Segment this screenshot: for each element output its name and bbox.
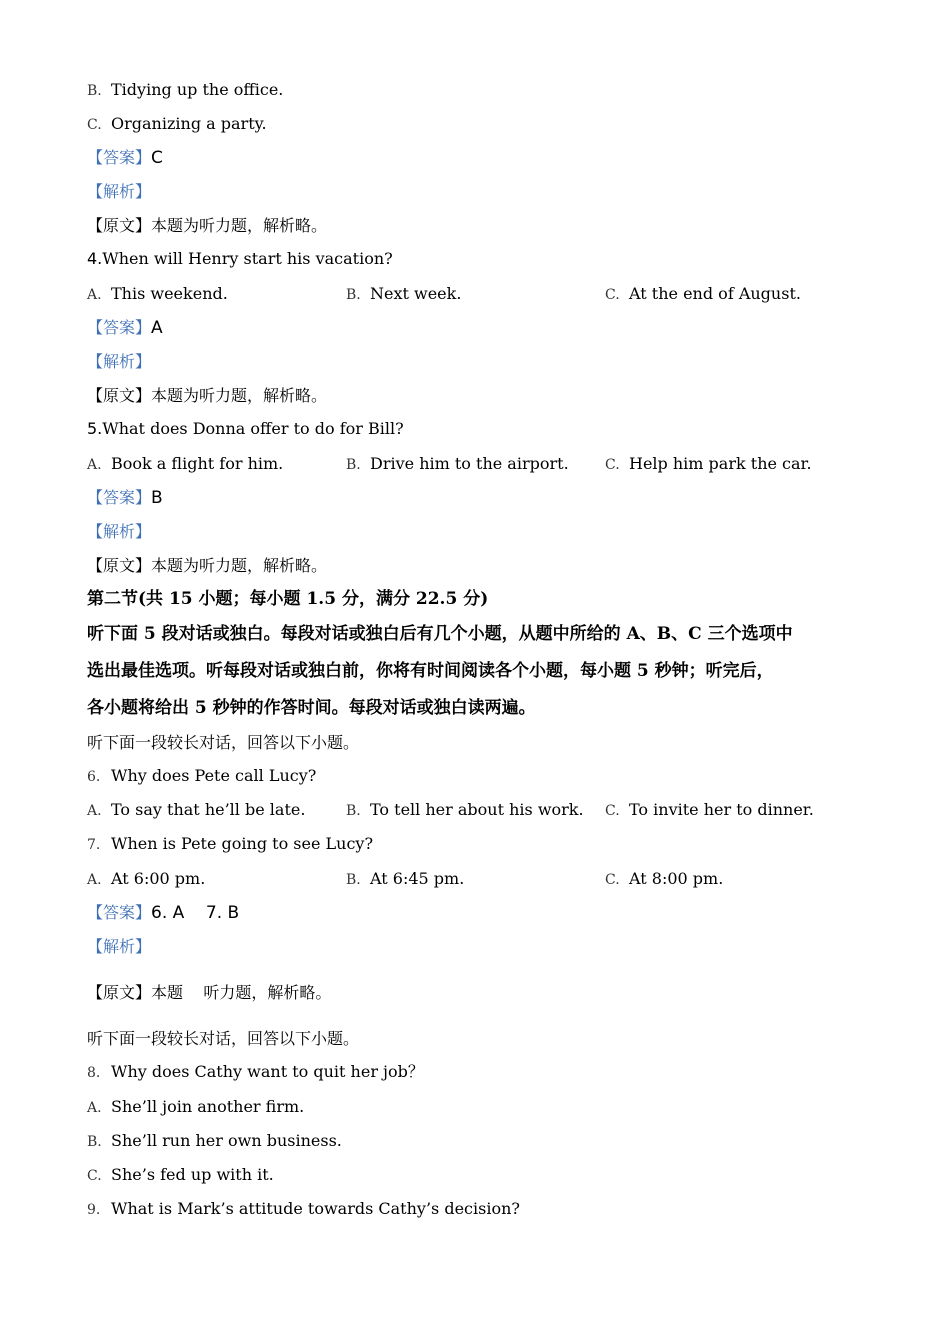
- question-text: What does Donna offer to do for Bill?: [102, 419, 404, 438]
- answer-value: B: [151, 488, 163, 508]
- question-text: What is Mark’s attitude towards Cathy’s decision?: [111, 1199, 520, 1218]
- option-text: At 6:00 pm.: [111, 869, 206, 888]
- question-number: 6.: [87, 769, 101, 785]
- option-text: Tidying up the office.: [111, 80, 284, 99]
- option-text: Drive him to the airport.: [370, 454, 569, 473]
- q8-option-a: [87, 1096, 304, 1119]
- dialog1-answer: [87, 902, 239, 924]
- option-text: At 6:45 pm.: [370, 869, 465, 888]
- option-text: At 8:00 pm.: [629, 869, 724, 888]
- option-label: B.: [346, 872, 361, 888]
- option-label: A.: [87, 457, 102, 473]
- q3-original: 【原文】本题为听力题，解析略。: [87, 216, 328, 235]
- q5-answer: [87, 487, 163, 509]
- option-label: B.: [87, 83, 102, 99]
- dialog1-original: 【原文】本题 听力题，解析略。: [87, 983, 332, 1002]
- answer-tag: 【答案】: [87, 318, 152, 337]
- q7-option-b: [346, 868, 464, 891]
- question-text: When is Pete going to see Lucy?: [111, 834, 374, 853]
- q6-option-c: [605, 799, 814, 822]
- option-label: C.: [87, 117, 102, 133]
- question-text: Why does Cathy want to quit her job？: [111, 1062, 424, 1081]
- option-label: C.: [605, 803, 620, 819]
- q6-question: [87, 765, 316, 788]
- option-text: To tell her about his work.: [370, 800, 584, 819]
- option-label: C.: [605, 872, 620, 888]
- section-instructions-line2: 选出最佳选项。听每段对话或独白前，你将有时间阅读各个小题，每小题 5 秒钟；听完后，: [87, 661, 774, 681]
- q3-option-c: [87, 113, 267, 136]
- answer-value: 6. A 7. B: [151, 903, 240, 923]
- question-text: When will Henry start his vacation?: [102, 249, 393, 268]
- q4-option-a: [87, 283, 228, 306]
- q4-original: 【原文】本题为听力题，解析略。: [87, 386, 328, 405]
- q4-answer: [87, 317, 163, 339]
- option-text: She’ll join another firm.: [111, 1097, 305, 1116]
- section-instructions-line1: 听下面 5 段对话或独白。每段对话或独白后有几个小题，从题中所给的 A、B、C 三个选项中: [87, 624, 793, 644]
- option-text: She’ll run her own business.: [111, 1131, 342, 1150]
- q5-analysis-tag: 【解析】: [87, 522, 152, 541]
- question-number: 7.: [87, 837, 101, 853]
- option-text: Next week.: [370, 284, 462, 303]
- section-heading: 第二节(共 15 小题；每小题 1.5 分，满分 22.5 分): [87, 589, 489, 609]
- q6-option-b: [346, 799, 584, 822]
- q5-option-a: [87, 453, 283, 476]
- q5-original: 【原文】本题为听力题，解析略。: [87, 556, 328, 575]
- option-text: Help him park the car.: [629, 454, 812, 473]
- q3-option-b: [87, 79, 283, 102]
- option-label: B.: [346, 803, 361, 819]
- dialog1-intro: 听下面一段较长对话，回答以下小题。: [87, 733, 360, 752]
- question-text: Why does Pete call Lucy?: [111, 766, 317, 785]
- option-text: This weekend.: [111, 284, 228, 303]
- option-label: B.: [87, 1134, 102, 1150]
- answer-tag: 【答案】: [87, 148, 152, 167]
- q3-analysis-tag: 【解析】: [87, 182, 152, 201]
- q7-option-c: [605, 868, 723, 891]
- option-text: To invite her to dinner.: [629, 800, 814, 819]
- answer-value: A: [151, 318, 163, 338]
- q8-question: [87, 1061, 424, 1084]
- option-text: To say that he’ll be late.: [111, 800, 306, 819]
- option-label: C.: [605, 457, 620, 473]
- question-number: 4.: [87, 249, 103, 268]
- dialog1-analysis-tag: 【解析】: [87, 937, 152, 956]
- q8-option-c: [87, 1164, 274, 1187]
- q6-option-a: [87, 799, 305, 822]
- option-label: C.: [87, 1168, 102, 1184]
- q8-option-b: [87, 1130, 342, 1153]
- option-label: B.: [346, 287, 361, 303]
- q7-option-a: [87, 868, 205, 891]
- section-instructions-line3: 各小题将给出 5 秒钟的作答时间。每段对话或独白读两遍。: [87, 698, 536, 718]
- q7-question: [87, 833, 373, 856]
- q5-option-c: [605, 453, 812, 476]
- option-label: A.: [87, 1100, 102, 1116]
- q5-option-b: [346, 453, 569, 476]
- question-number: 8.: [87, 1065, 101, 1081]
- answer-tag: 【答案】: [87, 903, 152, 922]
- q4-analysis-tag: 【解析】: [87, 352, 152, 371]
- dialog2-intro: 听下面一段较长对话，回答以下小题。: [87, 1029, 360, 1048]
- question-number: 9.: [87, 1202, 101, 1218]
- answer-tag: 【答案】: [87, 488, 152, 507]
- option-label: C.: [605, 287, 620, 303]
- question-number: 5.: [87, 419, 103, 438]
- option-text: She’s fed up with it.: [111, 1165, 274, 1184]
- q4-question: [87, 248, 393, 270]
- answer-value: C: [151, 148, 163, 168]
- q3-answer: [87, 147, 163, 169]
- option-label: B.: [346, 457, 361, 473]
- q5-question: [87, 418, 404, 440]
- option-text: At the end of August.: [629, 284, 801, 303]
- q4-option-c: [605, 283, 801, 306]
- option-label: A.: [87, 872, 102, 888]
- option-text: Book a flight for him.: [111, 454, 284, 473]
- option-text: Organizing a party.: [111, 114, 267, 133]
- q9-question: [87, 1198, 520, 1221]
- q4-option-b: [346, 283, 461, 306]
- option-label: A.: [87, 287, 102, 303]
- option-label: A.: [87, 803, 102, 819]
